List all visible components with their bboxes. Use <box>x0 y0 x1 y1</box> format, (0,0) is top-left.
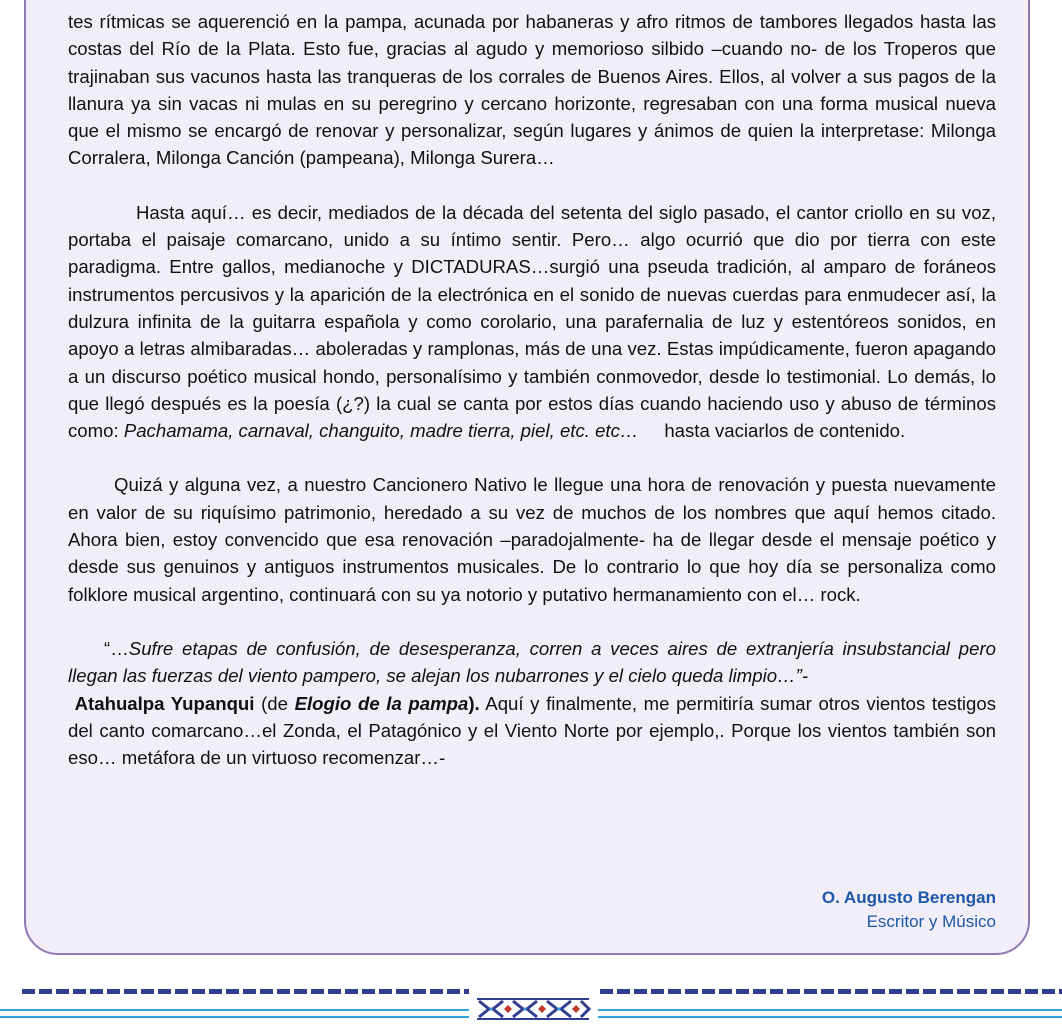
quote-source-prefix: (de <box>254 692 295 714</box>
andean-pattern-ornament-icon <box>469 989 598 1024</box>
footer-line-right-upper <box>598 1009 1062 1011</box>
quote-book-title: Elogio de la pampa <box>294 692 469 714</box>
footer-line-left-lower <box>0 1016 469 1018</box>
paragraph-2-italic-terms: Pachamama, carnaval, changuito, madre tierra, piel, etc. etc… <box>123 420 639 442</box>
quote-author: Atahualpa Yupanqui <box>74 692 255 714</box>
article-body <box>68 8 996 771</box>
signature-block <box>822 886 996 934</box>
paragraph-2-text: Hasta aquí… es decir, mediados de la década del setenta del siglo pasado, el cantor criollo en su voz, portaba el paisaje comarcano, unido a su íntimo sentir. Pero… algo ocurrió que dio por tierra con este paradigma. Entre gallos, medianoche y DICTADURAS…surgió una pseuda tradición, al amparo de foráneos instrumentos percusivos y la aparición de la electrónica en el sonido de nuevas cuerdas para enmudecer así, la dulzura infinita de la guitarra española y como corolario, una parafernalia de luz y estentóreos sonidos, en apoyo a letras almibaradas… aboleradas y ramplonas, más de una vez. Estas impúdicamente, fueron apagando a un discurso poético musical hondo, personalísimo y también conmovedor, desde lo testimonial. Lo demás, lo que llegó después es la poesía (¿?) la cual se canta por estos días cuando haciendo uso y abuso de términos como: <box>68 201 996 442</box>
paragraph-3: Quizá y alguna vez, a nuestro Cancionero Nativo le llegue una hora de renovación y puesta nuevamente en valor de su riquísimo patrimonio, heredado a su vez de muchos de los nombres que aquí hemos citado. Ahora bien, estoy convencido que esa renovación –paradojalmente- ha de llegar desde el mensaje poético y desde sus genuinos y antiguos instrumentos musicales. De lo contrario lo que hoy día se personaliza como folklore musical argentino, continuará con su ya notorio y putativo hermanamiento con el… rock. <box>68 474 996 605</box>
quote-text: Sufre etapas de confusión, de desesperanza, corren a veces aires de extranjería insubstancial pero llegan las fuerzas del viento pampero, se alejan los nubarrones y el cielo queda limpio…”- <box>68 637 996 687</box>
paragraph-4-rest: Aquí y finalmente, me permitiría sumar otros vientos testigos del canto comarcano…el Zonda, el Patagónico y el Viento Norte por ejemplo,. Porque los vientos también son eso… metáfora de un virtuoso recomenzar…- <box>68 692 997 769</box>
author-name: O. Augusto Berengan <box>821 888 996 907</box>
paragraph-2 <box>68 199 996 445</box>
quote-open: “… <box>104 637 129 659</box>
paragraph-2-end: hasta vaciarlos de contenido. <box>664 420 906 442</box>
footer-line-left-upper <box>0 1009 469 1011</box>
footer-line-right-lower <box>598 1016 1062 1018</box>
paragraph-1: tes rítmicas se aquerenció en la pampa, acunada por habaneras y afro ritmos de tambores llegados hasta las costas del Río de la Plata. Esto fue, gracias al agudo y memorioso silbido –cuando no- de los Troperos que trajinaban sus vacunos hasta las tranqueras de los corrales de Buenos Aires. Ellos, al volver a sus pagos de la llanura ya sin vacas ni mulas en su peregrino y cercano horizonte, regresaban con una forma musical nueva que el mismo se encargó de renovar y personalizar, según lugares y ánimos de quien la interpretase: Milonga Corralera, Milonga Canción (pampeana), Milonga Surera… <box>68 11 996 169</box>
paragraph-4 <box>68 635 996 771</box>
quote-source-close: ). <box>468 692 480 714</box>
author-role: Escritor y Músico <box>866 912 996 931</box>
